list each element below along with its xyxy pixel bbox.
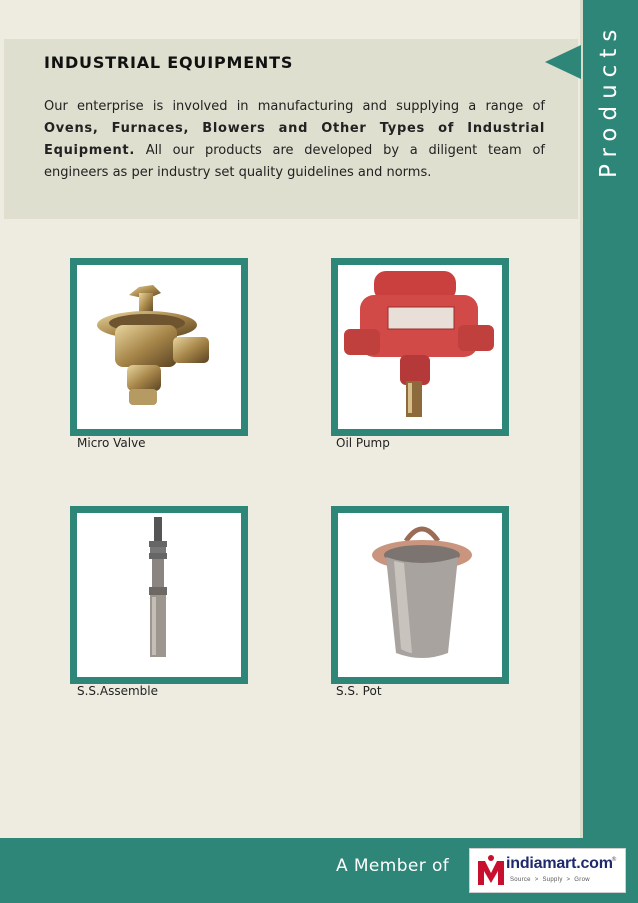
micro-valve-image	[77, 265, 241, 429]
intro-text-part-1: Our enterprise is involved in manufacturing and supplying a range of	[44, 99, 545, 114]
product-image-frame	[77, 265, 241, 429]
footer-bar	[0, 838, 638, 903]
product-label-ss-assemble[interactable]: S.S.Assemble	[77, 684, 158, 698]
ss-pot-image	[338, 513, 502, 677]
ss-assemble-image	[77, 513, 241, 677]
intro-paragraph	[44, 96, 545, 184]
product-image-oil-pump[interactable]	[331, 258, 509, 436]
indiamart-logo-text: indiamart.com	[506, 855, 613, 872]
indiamart-tagline: Source > Supply > Grow	[510, 877, 590, 883]
page-title: INDUSTRIAL EQUIPMENTS	[44, 53, 294, 72]
product-image-frame	[338, 513, 502, 677]
trademark-symbol: ®	[611, 856, 617, 863]
indiamart-logo[interactable]	[469, 848, 626, 893]
product-image-frame	[77, 513, 241, 677]
indiamart-m-icon	[474, 853, 508, 889]
product-label-ss-pot[interactable]: S.S. Pot	[336, 684, 382, 698]
product-image-frame	[338, 265, 502, 429]
intro-text-part-2: All our products are developed by a diligent team of engineers as per industry set quality guidelines and norms.	[44, 143, 545, 180]
pointer-arrow	[545, 45, 581, 79]
intro-text-bold: Ovens, Furnaces, Blowers and Other Types of Industrial Equipment.	[44, 121, 545, 158]
product-image-ss-pot[interactable]	[331, 506, 509, 684]
product-label-micro-valve[interactable]: Micro Valve	[77, 436, 146, 450]
product-image-ss-assemble[interactable]	[70, 506, 248, 684]
product-label-oil-pump[interactable]: Oil Pump	[336, 436, 390, 450]
member-of-text: A Member of	[336, 856, 450, 876]
product-image-micro-valve[interactable]	[70, 258, 248, 436]
intro-box	[4, 39, 578, 219]
products-side-label	[578, 10, 638, 190]
products-side-label-text: Products	[596, 22, 622, 178]
oil-pump-image	[338, 265, 502, 429]
